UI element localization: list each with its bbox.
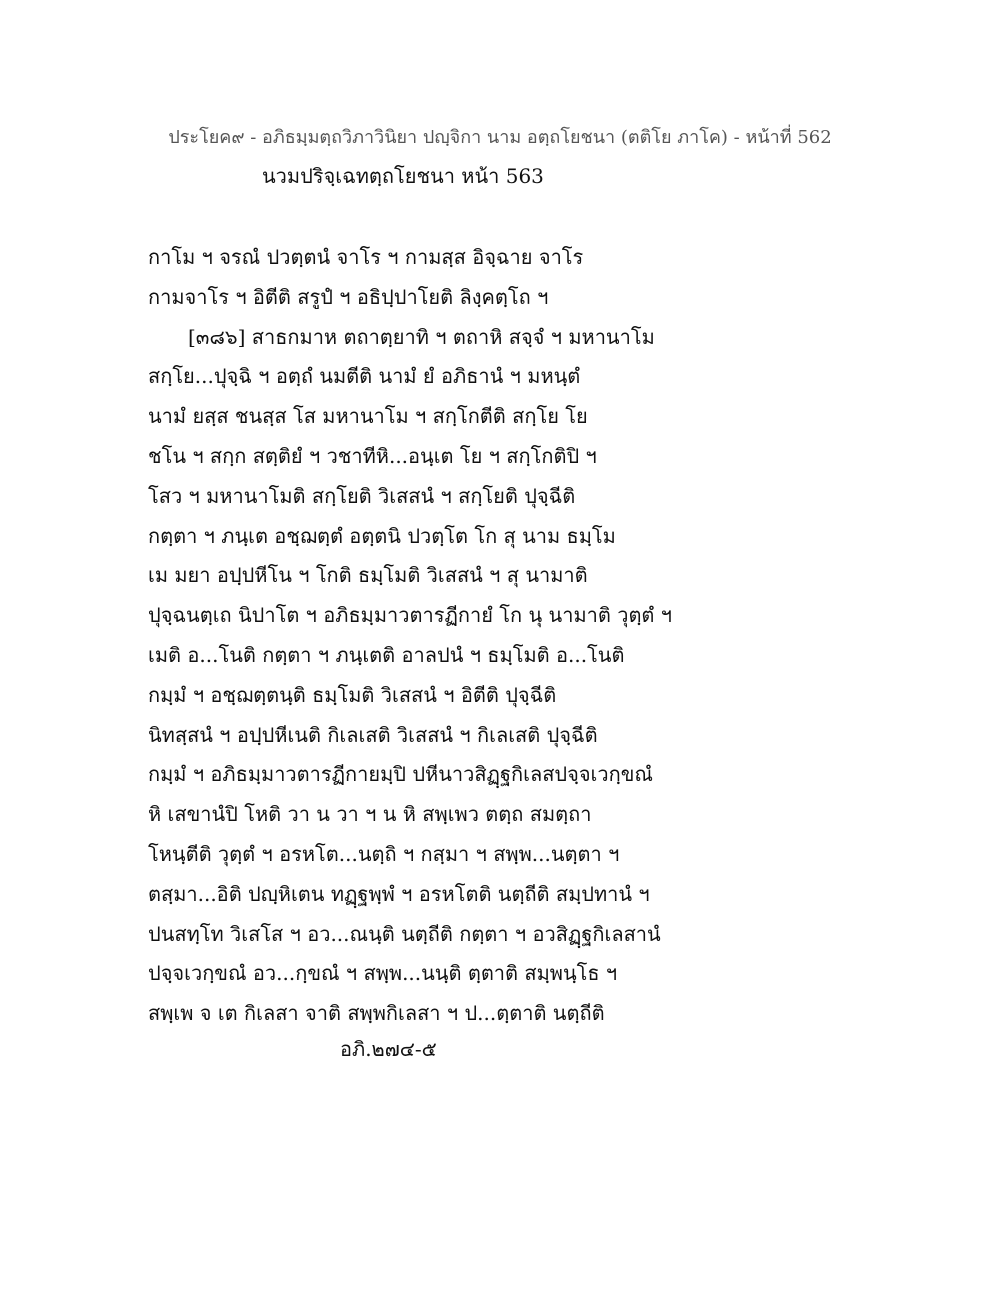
text-line: สพฺเพ จ เต กิเลสา จาติ สพฺพกิเลสา ฯ ป...ตฺตาติ นตฺถีติ <box>148 1001 605 1026</box>
text-line: นามํ ยสฺส ชนสฺส โส มหานาโม ฯ สกฺโกตีติ สกฺโย โย <box>148 404 588 429</box>
text-line: โหนฺตีติ วุตฺตํ ฯ อรหโต...นตฺถิ ฯ กสฺมา ฯ สพฺพ...นตฺตา ฯ <box>148 841 620 866</box>
body-text <box>148 238 708 1034</box>
paragraph-start-line: [๓๘๖] สาธกมาห ตถาตฺยาทิ ฯ ตถาหิ สจฺจํ ฯ มหานาโม <box>188 324 655 349</box>
text-line: กมฺมํ ฯ อชฺฌตฺตนฺติ ธมฺโมติ วิเสสนํ ฯ อิตีติ ปุจฺฉีติ <box>148 682 557 707</box>
text-line: ตสฺมา...อิติ ปญฺหิเตน ทฏฺฐพฺพํ ฯ อรหโตติ นตฺถีติ สมฺปทานํ ฯ <box>148 881 650 906</box>
footer-reference: อภิ.๒๗๔-๕ <box>340 1037 437 1061</box>
text-line: ปนสทฺโท วิเสโส ฯ อว...ณนฺติ นตฺถีติ กตฺตา ฯ อวสิฏฺฐกิเลสานํ <box>148 921 661 946</box>
text-line: ปุจฺฉนตฺเถ นิปาโต ฯ อภิธมฺมาวตารฏีกายํ โก นุ นามาติ วุตฺตํ ฯ <box>148 603 673 628</box>
text-line: กาโม ฯ จรณํ ปวตฺตนํ จาโร ฯ กามสฺส อิจฺฉาย จาโร <box>148 245 584 269</box>
text-line: สกฺโย...ปุจฺฉิ ฯ อตฺถํ นมตีติ นามํ ยํ อภิธานํ ฯ มหนฺตํ <box>148 364 581 389</box>
text-line: ชโน ฯ สกฺก สตฺติยํ ฯ วชาทีหิ...อนฺเต โย ฯ สกฺโกติปิ ฯ <box>148 443 597 468</box>
text-line: นิทสฺสนํ ฯ อปฺปหีเนติ กิเลเสติ วิเสสนํ ฯ กิเลเสติ ปุจฺฉีติ <box>148 722 598 747</box>
text-line: ปจฺจเวกฺขณํ อว...กฺขณํ ฯ สพฺพ...นนฺติ ตฺตาติ สมฺพนฺโธ ฯ <box>148 961 618 986</box>
running-header: ประโยค๙ - อภิธมฺมตฺถวิภาวินิยา ปญฺจิกา นาม อตฺถโยชนา (ตติโย ภาโค) - หน้าที่ 562 <box>168 127 832 148</box>
chapter-page-line: นวมปริจฺเฉทตฺถโยชนา หน้า 563 <box>262 164 544 188</box>
text-line: เมติ อ...โนติ กตฺตา ฯ ภนฺเตติ อาลปนํ ฯ ธมฺโมติ อ...โนติ <box>148 642 625 667</box>
text-line: กามจาโร ฯ อิตีติ สรูปํ ฯ อธิปฺปาโยติ ลิงฺคตฺโถ ฯ <box>148 284 549 309</box>
text-line: กมฺมํ ฯ อภิธมฺมาวตารฏีกายมฺปิ ปหีนาวสิฏฺฐกิเลสปจฺจเวกฺขณํ <box>148 762 653 787</box>
text-line: กตฺตา ฯ ภนฺเต อชฺฌตฺตํ อตฺตนิ ปวตฺโต โก สุ นาม ธมฺโม <box>148 523 616 548</box>
text-line: เม มยา อปฺปหีโน ฯ โกติ ธมฺโมติ วิเสสนํ ฯ สุ นามาติ <box>148 563 588 588</box>
text-line: โสว ฯ มหานาโมติ สกฺโยติ วิเสสนํ ฯ สกฺโยติ ปุจฺฉีติ <box>148 483 576 508</box>
text-line: หิ เสขานํปิ โหติ วา น วา ฯ น หิ สพฺเพว ตตฺถ สมตฺถา <box>148 802 592 827</box>
